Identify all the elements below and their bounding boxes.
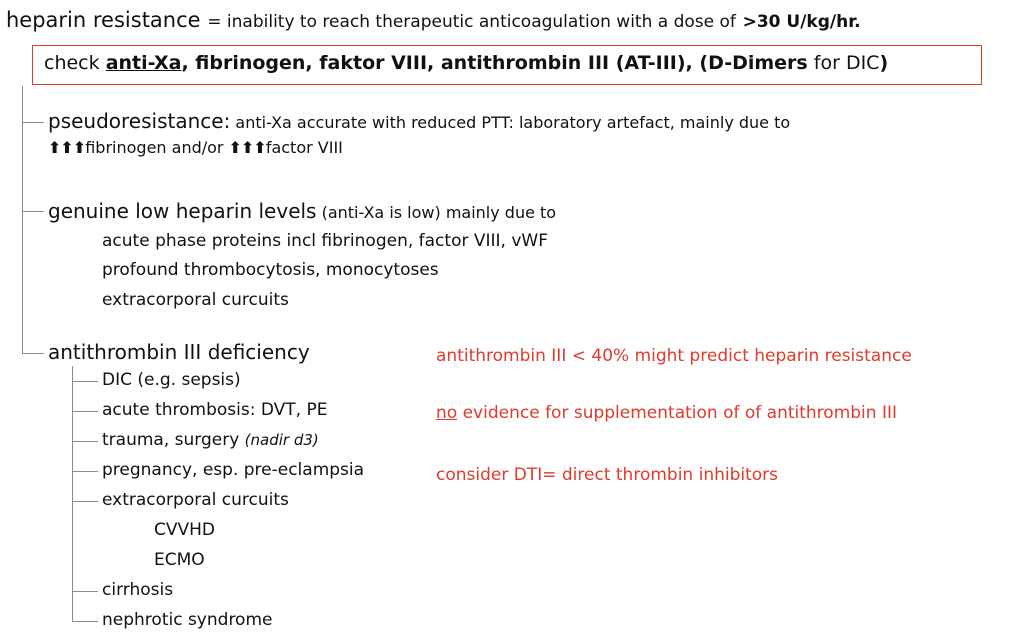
title-definition: = inability to reach therapeutic anticoagulation with a dose of <box>207 12 736 32</box>
note-dti: consider DTI= direct thrombin inhibitors <box>436 465 779 485</box>
list-item: profound thrombocytosis, monocytoses <box>102 260 439 280</box>
genuine-heading-line <box>48 199 556 223</box>
check-close: ) <box>879 52 889 74</box>
at3-branch <box>72 501 98 502</box>
tree-branch-at3 <box>22 353 44 354</box>
pseudoresistance-heading: pseudoresistance: <box>48 109 231 133</box>
sub-list-item: ECMO <box>154 550 205 570</box>
at3-branch <box>72 471 98 472</box>
list-item: acute thrombosis: DVT, PE <box>102 400 328 420</box>
at3-heading: antithrombin III deficiency <box>48 340 310 364</box>
list-item: DIC (e.g. sepsis) <box>102 370 241 390</box>
list-item: extracorporal curcuits <box>102 490 289 510</box>
at3-branch <box>72 441 98 442</box>
arrow-up-icon: ⬆⬆⬆ <box>228 138 266 157</box>
pseudoresistance-line2a: fibrinogen and/or <box>85 138 224 157</box>
pseudoresistance-line2 <box>48 138 343 157</box>
at3-branch <box>72 411 98 412</box>
sub-list-item: CVVHD <box>154 520 216 540</box>
tree-trunk <box>22 86 23 354</box>
note-no-word: no <box>436 403 458 423</box>
check-suffix: for DIC <box>807 52 880 74</box>
at3-branch <box>72 591 98 592</box>
genuine-heading: genuine low heparin levels <box>48 199 317 223</box>
title-heading: heparin resistance <box>6 8 201 32</box>
check-prefix: check <box>44 52 100 74</box>
note-at3-threshold: antithrombin III < 40% might predict heparin resistance <box>436 346 912 366</box>
check-anti-xa: anti-Xa <box>105 52 182 74</box>
trauma-label: trauma, surgery <box>102 430 240 450</box>
note-no-evidence-rest: evidence for supplementation of of antithrombin III <box>457 403 897 423</box>
at3-branch <box>72 621 98 622</box>
pseudoresistance-line1 <box>48 109 790 133</box>
tree-branch-genuine <box>22 211 44 212</box>
list-item: extracorporal curcuits <box>102 290 289 310</box>
title-dose: >30 U/kg/hr. <box>742 12 861 32</box>
tree-branch-pseudo <box>22 122 44 123</box>
pseudoresistance-line2b: factor VIII <box>265 138 343 157</box>
list-item: pregnancy, esp. pre-eclampsia <box>102 460 365 480</box>
genuine-paren: (anti-Xa is low) mainly due to <box>321 203 557 222</box>
pseudoresistance-text: anti-Xa accurate with reduced PTT: laboratory artefact, mainly due to <box>235 113 791 132</box>
trauma-note: (nadir d3) <box>244 431 319 449</box>
list-item: nephrotic syndrome <box>102 610 273 630</box>
at3-branch <box>72 381 98 382</box>
check-rest: , fibrinogen, faktor VIII, antithrombin III (AT-III), (D-Dimers <box>181 52 808 74</box>
at3-trunk <box>72 366 73 621</box>
page-title <box>6 8 861 32</box>
list-item: cirrhosis <box>102 580 174 600</box>
arrow-up-icon: ⬆⬆⬆ <box>48 138 86 157</box>
list-item <box>102 430 319 450</box>
check-box-text <box>44 52 888 74</box>
list-item: acute phase proteins incl fibrinogen, factor VIII, vWF <box>102 231 548 251</box>
note-no-evidence <box>436 403 897 423</box>
